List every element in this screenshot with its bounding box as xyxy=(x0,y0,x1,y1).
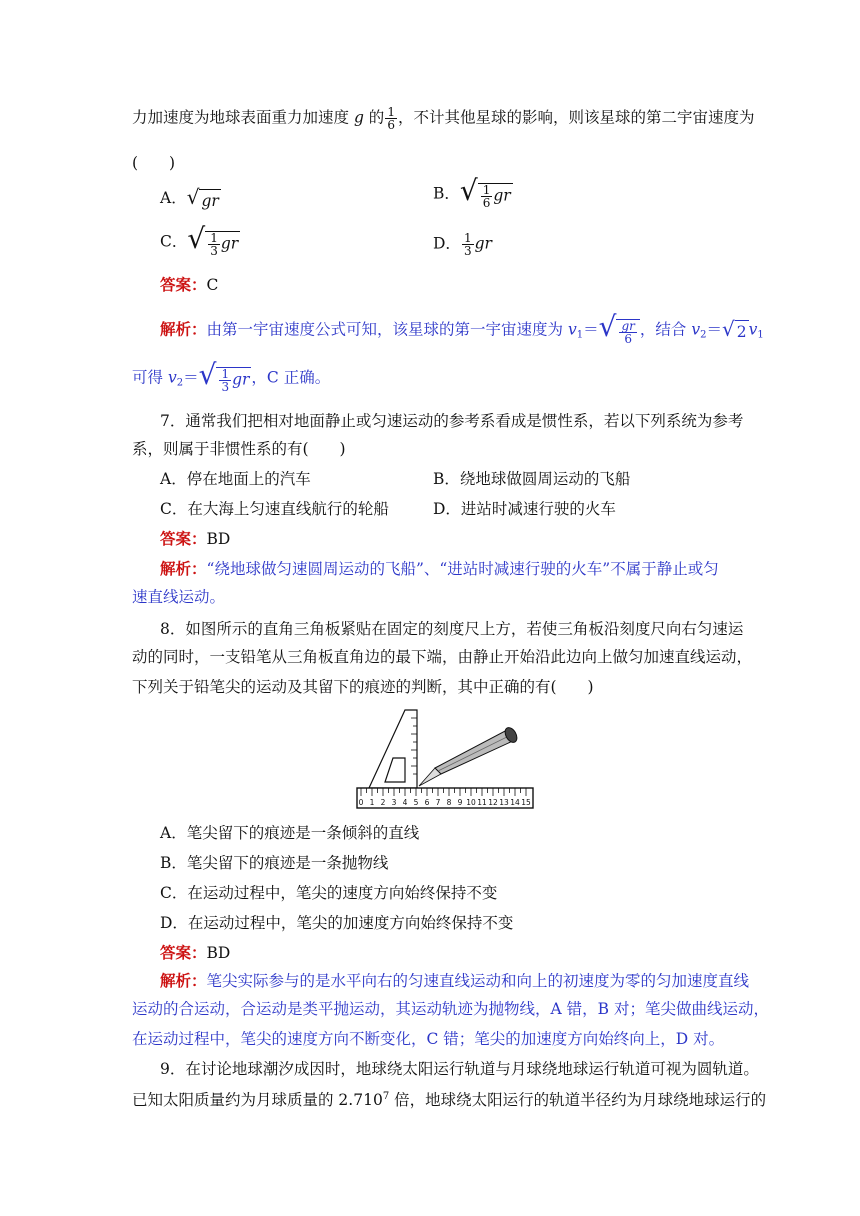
q9-stem-line1: 9．在讨论地球潮汐成因时，地球绕太阳运行轨道与月球绕地球运行轨道可视为圆轨道。 xyxy=(160,1060,759,1078)
q6-option-a: A．√ gr xyxy=(160,185,219,210)
q8-explanation-line3: 在运动过程中，笔尖的速度方向不断变化，C 错；笔尖的加速度方向始终向上，D 对。 xyxy=(132,1030,725,1048)
q8-option-d: D．在运动过程中，笔尖的加速度方向始终保持不变 xyxy=(160,914,514,932)
ruler xyxy=(357,788,533,808)
ruler-tick-label: 5 xyxy=(413,798,419,807)
q6-paren: ( ) xyxy=(132,154,176,172)
ruler-tick-label: 14 xyxy=(510,798,520,807)
ruler-tick-label: 13 xyxy=(499,798,509,807)
q8-explanation-line2: 运动的合运动，合运动是类平抛运动，其运动轨迹为抛物线，A 错，B 对；笔尖做曲线运动， xyxy=(132,1000,769,1018)
q8-explanation-line1: 解析：笔尖实际参与的是水平向右的匀速直线运动和向上的初速度为零的匀加速度直线 xyxy=(160,971,750,990)
q7-answer: 答案：BD xyxy=(160,529,231,548)
ruler-tick-label: 15 xyxy=(521,798,531,807)
q8-option-a: A．笔尖留下的痕迹是一条倾斜的直线 xyxy=(160,824,420,842)
q6-explanation-line1: 解析：由第一宇宙速度公式可知，该星球的第一宇宙速度为 $v_1=√$ $\frac{gr}{6}$ ，结合 $v_2=√$ 2 $v_1$ xyxy=(160,310,764,346)
ruler-tick-label: 4 xyxy=(402,798,408,807)
ruler-tick-label: 2 xyxy=(380,798,386,807)
q9-stem-line2: 已知太阳质量约为月球质量的 2.710$^7$ 倍，地球绕太阳运行的轨道半径约为月球绕地球运行的 xyxy=(132,1091,767,1109)
ruler-tick-label: 3 xyxy=(391,798,397,807)
q7-stem-line1: 7．通常我们把相对地面静止或匀速运动的参考系看成是惯性系，若以下列系统为参考 xyxy=(160,412,744,430)
set-square xyxy=(369,710,417,788)
q8-stem-line2: 动的同时，一支铅笔从三角板直角边的最下端，由静止开始沿此边向上做匀加速直线运动， xyxy=(132,648,753,666)
q8-answer: 答案：BD xyxy=(160,943,231,962)
q7-option-c: C．在大海上匀速直线航行的轮船 xyxy=(160,500,389,518)
q7-stem-line2: 系，则属于非惯性系的有( ) xyxy=(132,440,346,458)
q8-stem-line3: 下列关于铅笔尖的运动及其留下的痕迹的判断，其中正确的有( ) xyxy=(132,678,594,696)
q6-explanation-line2: 可得 $v_2=√$ $\frac{1}{3}$ gr ，C 正确。 xyxy=(132,358,331,394)
ruler-tick-label: 6 xyxy=(424,798,430,807)
triangle-pencil-ruler-figure xyxy=(355,708,537,812)
q7-explanation-line1: 解析：“绕地球做匀速圆周运动的飞船”、“进站时减速行驶的火车”不属于静止或匀 xyxy=(160,559,719,578)
q8-option-b: B．笔尖留下的痕迹是一条抛物线 xyxy=(160,854,389,872)
q6-answer: 答案：C xyxy=(160,275,219,294)
q7-option-b: B．绕地球做圆周运动的飞船 xyxy=(433,470,631,488)
ruler-tick-label: 12 xyxy=(488,798,498,807)
q6-option-d: D． $\frac{1}{3}$ gr xyxy=(433,231,492,258)
q6-option-b: B．√ $\frac{1}{6}$ gr xyxy=(433,174,511,210)
q8-option-c: C．在运动过程中，笔尖的速度方向始终保持不变 xyxy=(160,884,498,902)
q7-explanation-line2: 速直线运动。 xyxy=(132,588,226,606)
q7-option-d: D．进站时减速行驶的火车 xyxy=(433,500,616,518)
ruler-tick-label: 0 xyxy=(358,798,364,807)
fraction: $\frac{1}{6}$ xyxy=(387,105,395,132)
ruler-tick-label: 8 xyxy=(446,798,452,807)
pencil xyxy=(419,726,519,786)
ruler-tick-label: 1 xyxy=(369,798,375,807)
q8-stem-line1: 8．如图所示的直角三角板紧贴在固定的刻度尺上方，若使三角板沿刻度尺向右匀速运 xyxy=(160,620,744,638)
ruler-tick-label: 9 xyxy=(457,798,463,807)
q6-option-c: C．√ $\frac{1}{3}$ gr xyxy=(160,222,239,258)
q6-stem: 力加速度为地球表面重力加速度 g 的 $\frac{1}{6}$ ，不计其他星球的影响，则该星球的第二宇宙速度为 xyxy=(132,105,755,132)
q7-option-a: A．停在地面上的汽车 xyxy=(160,470,311,488)
ruler-tick-label: 11 xyxy=(477,798,487,807)
ruler-tick-label: 7 xyxy=(435,798,441,807)
ruler-tick-label: 10 xyxy=(466,798,476,807)
